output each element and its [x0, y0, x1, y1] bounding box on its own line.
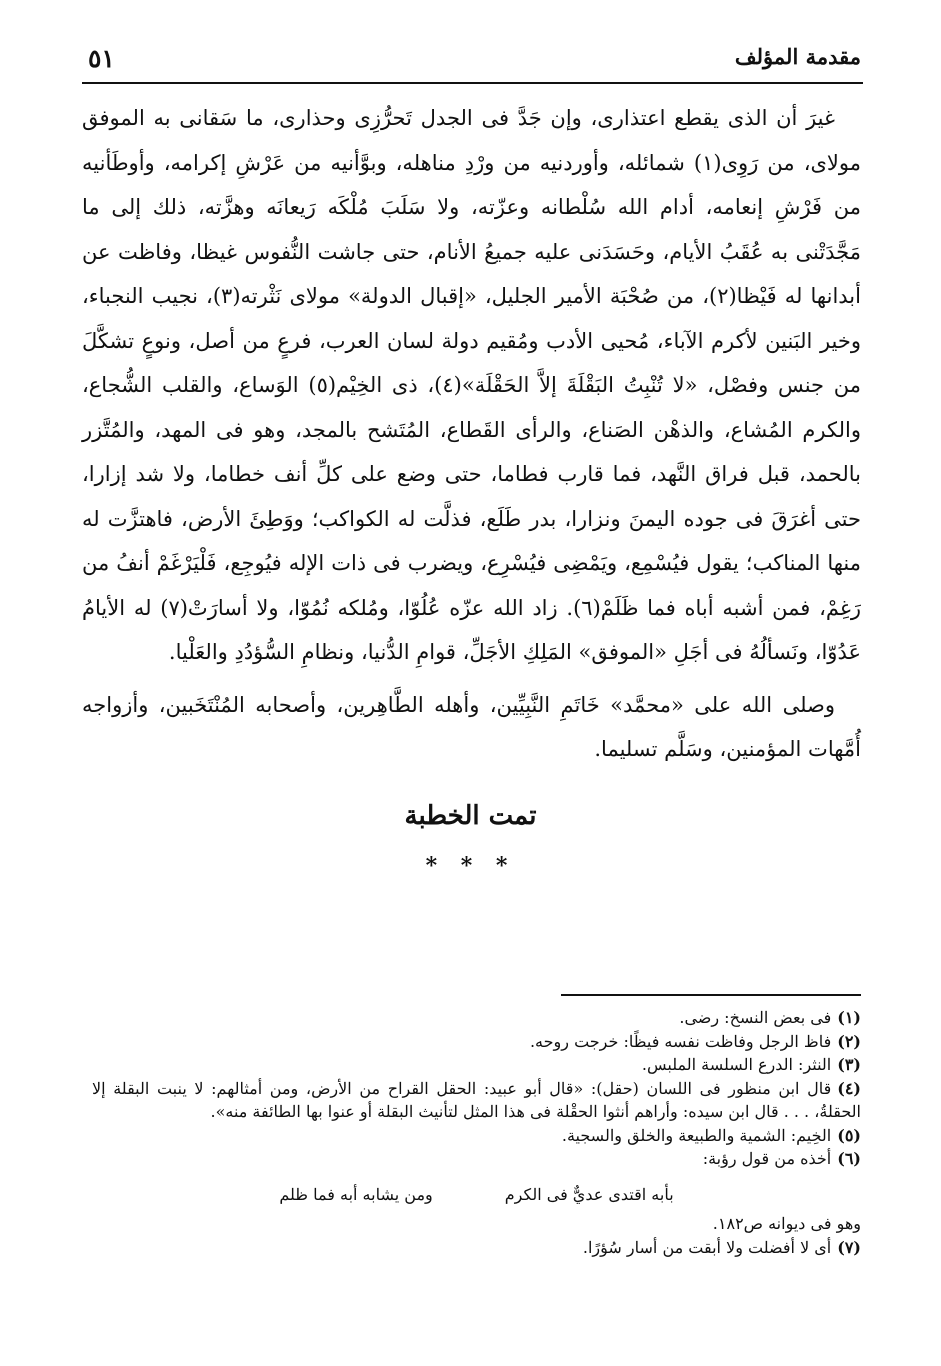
footnote-number: (١): [837, 1008, 861, 1027]
footnote-text: قال ابن منظور فى اللسان (حقل): «قال أبو عبيد: الحقل القراح من الأرض، ومن أمثالهم: لا ينبت البقلة إلا الحقلةُ، . . . قال ابن سيده: وأراهم أنثوا الحقْلة فى هذا المثل لتأنيث البقلة أو عنوا بها الطائفة منه».: [92, 1078, 861, 1121]
footnote: [92, 1236, 861, 1260]
footnote: [92, 1030, 861, 1054]
body-paragraph: وصلى الله على «محمَّد» خَاتَمِ النَّبِيِّين، وأهله الطَّاهِرين، وأصحابه المُنْتَخَبين، وأزواجه أُمَّهات المؤمنين، وسَلَّم تسليما.: [82, 692, 861, 761]
footnotes: [92, 1006, 861, 1259]
footnote-text: فى بعض النسخ: رضى.: [679, 1008, 832, 1027]
footnote-text: أخذه من قول رؤبة:: [702, 1149, 832, 1168]
verse: [92, 1183, 861, 1207]
footnote-number: (٧): [837, 1237, 861, 1257]
footnote-number: (٤): [837, 1078, 861, 1098]
section-separator: * * *: [425, 853, 516, 879]
verse-hemistich-second: ومن يشابه أبه فما ظلم: [279, 1184, 433, 1204]
footnote-number: (٣): [837, 1055, 861, 1074]
footnote-text: النثر: الدرع السلسة الملبس.: [641, 1055, 832, 1074]
footnote-text: أى لا أفضلت ولا أبقت من أسار سُؤرًا.: [582, 1237, 832, 1257]
body-paragraph: غيرَ أن الذى يقطع اعتذارى، وإن جَدَّ فى الجدل تَحرُّزِى وحذارى، ما سَقانى به الموفق مولاى، من رَوِى(١) شمائله، وأوردنيه من ورْدِ مناهله، وبوَّأنيه من عَرْشِ إكرامه، وأوطَأنيه من فَرْشِ إنعامه، أدام الله سُلْطانه وعزّته، ولا سَلَبَ مُلْكَه رَيعانَه وهزَّته، ذلك إلى ما مَجَّدَتْنى به عُقَبُ الأيام، وحَسَدَنى عليه جميعُ الأنام، حتى جاشت النُّفوس غيظا، وفاظت عن أبدانها له فَيْظا(٢)، من صُحْبَة الأمير الجليل، «إقبال الدولة» مولاى نَثْرته(٣)، نجيب النجباء، وخير البَنين لأكرم الآباء، مُحيى الأدب ومُقيم دولة لسان العرب، فرعٍ من أصل، ونوعٍ تشكَّلَ من جنس وفصْل، «لا تُنْبِتُ البَقْلَةَ إلاَّ الحَقْلَة»(٤)، ذى الخِيْم(٥) الوَساع، والقلب الشُّجاع، والكرم المُشاع، والذهْن الصَناع، والرأى القَطاع، المُتَشح بالمجد، وهو فى المهد، والمُتَّزر بالحمد، قبل فراق النَّهد، فما قارب فطاما، حتى وضع على كلِّ أنف خطاما، ولا شد إزارا، حتى أغرَقَ فى جوده اليمنَ ونزارا، بدر طَلَع، فذلَّت له الكواكب؛ ووَطِئَ الأرض، فاهتزَّت له منها المناكب؛ يقول فيُسْمِع، ويَمْضِى فيُسْرِع، ويضرب فى ذات الإله فيُوجِع، فَلْيَرْغَمْ أنفُ من رَغِمْ، فمن أشبه أباه فما ظَلَمْ(٦). زاد الله عزّه عُلُوّا، ومُلكه نُمُوّا، ولا أسارَتْ(٧) له الأيامُ عَدُوّا، ونَسألُهُ فى أجَلِ «الموفق» المَلِكِ الأجَلِّ، قوامِ الدُّنيا، ونظامِ السُّؤدُدِ والعَلْيا.: [82, 106, 862, 664]
footnote: [92, 1124, 861, 1148]
footnote-text: الخِيم: الشمية والطبيعة والخلق والسجية.: [561, 1125, 832, 1145]
footnote-number: (٢): [837, 1031, 861, 1051]
footnote-text: فاظ الرجل وفاظت نفسه فيظًا: خرجت روحه.: [529, 1031, 832, 1051]
main-text: [82, 96, 861, 772]
footnote: [92, 1147, 861, 1171]
verse-hemistich-first: بأبه اقتدى عديٌّ فى الكرم: [504, 1184, 674, 1204]
footnote-number: (٥): [837, 1125, 861, 1145]
running-header-title: مقدمة المؤلف: [734, 44, 861, 69]
footnote-rule: [561, 994, 861, 996]
footnote: [92, 1077, 861, 1124]
footnote: [92, 1053, 861, 1077]
page-number: ٥١: [88, 44, 115, 73]
verse-source: وهو فى ديوانه ص١٨٢.: [712, 1214, 861, 1233]
header-rule: [82, 82, 863, 84]
footnote-number: (٦): [837, 1149, 861, 1168]
footnote: [92, 1006, 861, 1030]
closing-heading: تمت الخطبة: [404, 801, 537, 831]
